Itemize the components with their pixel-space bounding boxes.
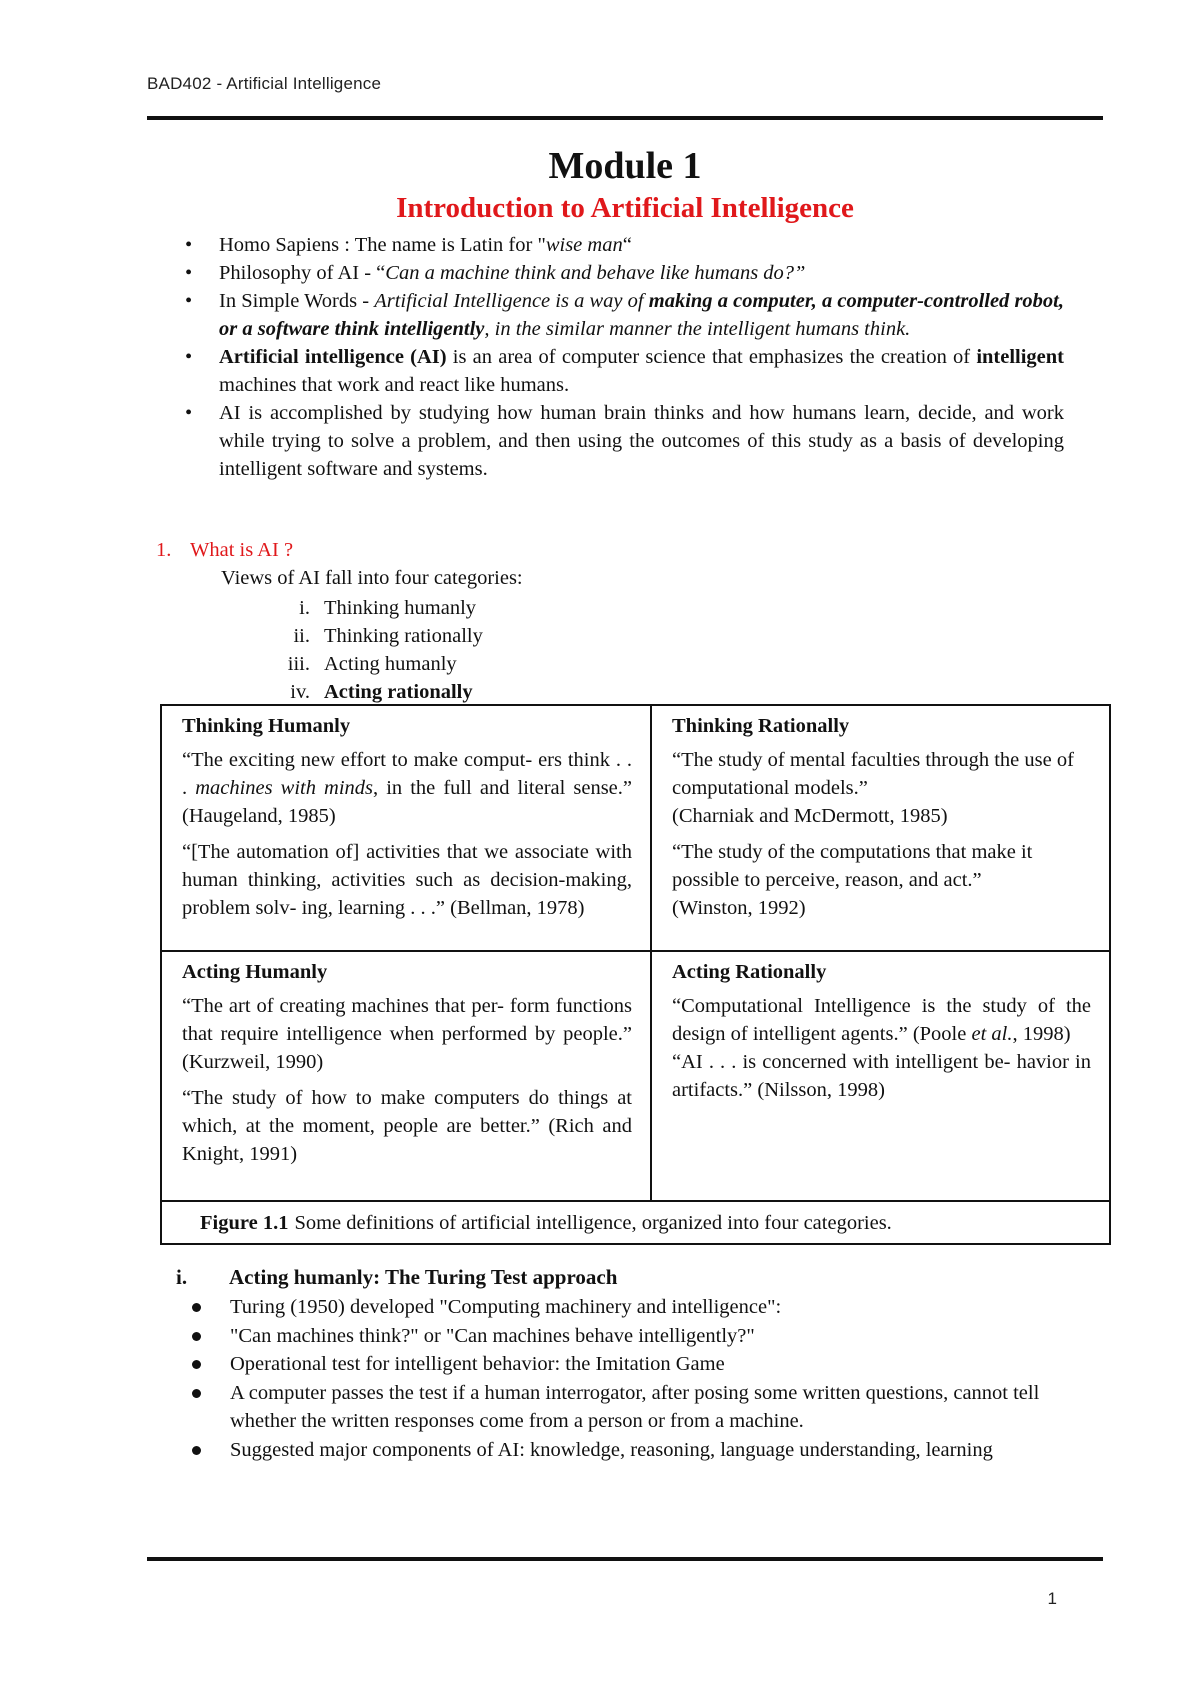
header-rule <box>147 116 1103 120</box>
quote <box>672 992 1091 1048</box>
quote: “AI . . . is concerned with intelligent be- havior in artifacts.” (Nilsson, 1998) <box>672 1051 1091 1101</box>
list-item: Suggested major components of AI: knowledge, reasoning, language understanding, learning <box>190 1436 1070 1465</box>
cell-title: Acting Humanly <box>182 961 328 983</box>
section-heading <box>156 539 293 562</box>
bullet-text: Homo Sapiens : The name is Latin for " <box>219 234 546 256</box>
list-item <box>240 622 483 650</box>
quote-text: , in the full and literal sense.” (Haugeland, 1985) <box>182 777 633 827</box>
list-text: Acting rationally <box>324 681 473 703</box>
page-number: 1 <box>1047 1589 1057 1608</box>
cell-title: Thinking Humanly <box>182 715 351 737</box>
bullet-text: In Simple Words - <box>219 290 375 312</box>
list-item <box>182 259 1064 287</box>
quote-text: “The study of mental faculties through the use of computational models.” <box>672 749 1074 799</box>
subsection-number: i. <box>176 1265 188 1289</box>
list-item <box>182 343 1064 399</box>
bullet-text: Philosophy of AI - “ <box>219 262 386 284</box>
list-number: i. <box>299 597 310 619</box>
cell-title: Thinking Rationally <box>672 715 850 737</box>
figure-caption <box>162 1204 1109 1242</box>
views-list <box>240 594 483 706</box>
bullet-emphasis: , in the similar manner the intelligent humans think. <box>484 318 911 340</box>
ai-definitions-table <box>160 704 1111 1245</box>
bullet-strong: Artificial intelligence (AI) <box>219 346 447 368</box>
cell-title: Acting Rationally <box>672 961 827 983</box>
list-number: iii. <box>287 653 310 675</box>
figure-label: Figure 1.1 <box>200 1212 289 1234</box>
cell-acting-rationally <box>652 952 1109 1202</box>
bullet-text: AI is accomplished by studying how human brain thinks and how humans learn, decide, and work while trying to solve a problem, and then using the outcomes of this study as a basis of developing intelligent software and systems. <box>219 402 1064 480</box>
cell-acting-humanly <box>162 952 652 1202</box>
quote <box>672 838 1091 922</box>
quote: “The study of how to make computers do things at which, at the moment, people are better.” (Rich and Knight, 1991) <box>182 1087 632 1165</box>
module-subtitle: Introduction to Artificial Intelligence <box>396 192 854 224</box>
list-number: iv. <box>290 681 310 703</box>
list-text: Thinking humanly <box>324 597 477 619</box>
bullet-emphasis: Can a machine think and behave like humans do?” <box>385 262 806 284</box>
list-item <box>182 231 1064 259</box>
quote <box>182 746 632 830</box>
intro-bullet-list <box>182 231 1064 483</box>
list-item <box>240 678 483 706</box>
bullet-strong: making a computer, a computer-controlled robot, or a software think intelligently <box>219 290 1064 340</box>
quote-citation: (Winston, 1992) <box>672 897 806 919</box>
bullet-text: is an area of computer science that emphasizes the creation of <box>446 346 977 368</box>
bullet-text: machines that work and react like humans. <box>219 374 570 396</box>
list-item: A computer passes the test if a human interrogator, after posing some written questions, cannot tell whether the written responses come from a person or from a machine. <box>190 1379 1070 1436</box>
list-item: Operational test for intelligent behavior: the Imitation Game <box>190 1350 1070 1379</box>
list-text: Thinking rationally <box>324 625 483 647</box>
turing-test-list <box>190 1293 1070 1464</box>
list-text: Acting humanly <box>324 653 457 675</box>
quote: “[The automation of] activities that we associate with human thinking, activities such as decision-making, problem solv- ing, learning . . .” (Bellman, 1978) <box>182 841 632 919</box>
views-intro: Views of AI fall into four categories: <box>221 567 523 589</box>
section-number: 1. <box>156 539 172 561</box>
list-item <box>240 650 483 678</box>
bullet-text: “ <box>622 234 632 256</box>
quote <box>672 746 1091 830</box>
module-title: Module 1 <box>548 145 702 187</box>
list-item: "Can machines think?" or "Can machines behave intelligently?" <box>190 1322 1070 1351</box>
subsection-title: Acting humanly: The Turing Test approach <box>229 1265 618 1289</box>
quote-citation: (Charniak and McDermott, 1985) <box>672 805 948 827</box>
quote-text: , 1998) <box>1012 1023 1071 1045</box>
bullet-strong: intelligent <box>976 346 1065 368</box>
quote-emphasis: machines with minds <box>195 777 374 799</box>
cell-thinking-humanly <box>162 706 652 952</box>
list-number: ii. <box>293 625 310 647</box>
section-title: What is AI ? <box>190 539 294 561</box>
bullet-emphasis: Artificial Intelligence is a way of <box>374 290 649 312</box>
quote-text: “Computational Intelligence is the study of the design of intelligent agents.” (Poole <box>672 995 1091 1045</box>
quote-text: “The exciting new effort to make comput- ers think . . . <box>182 749 632 799</box>
quote-emphasis: et al. <box>971 1023 1013 1045</box>
subsection-heading <box>176 1265 617 1290</box>
quote: “The art of creating machines that per- form functions that require intelligence when performed by people.” (Kurzweil, 1990) <box>182 995 632 1073</box>
bullet-emphasis: wise man <box>545 234 623 256</box>
running-header: BAD402 - Artificial Intelligence <box>147 74 382 93</box>
list-item <box>182 287 1064 343</box>
list-item <box>182 399 1064 483</box>
caption-text: Some definitions of artificial intelligence, organized into four categories. <box>294 1212 892 1234</box>
footer-rule <box>147 1557 1103 1561</box>
list-item <box>240 594 483 622</box>
quote-text: “The study of the computations that make it possible to perceive, reason, and act.” <box>672 841 1033 891</box>
list-item: Turing (1950) developed "Computing machinery and intelligence": <box>190 1293 1070 1322</box>
cell-thinking-rationally <box>652 706 1109 952</box>
